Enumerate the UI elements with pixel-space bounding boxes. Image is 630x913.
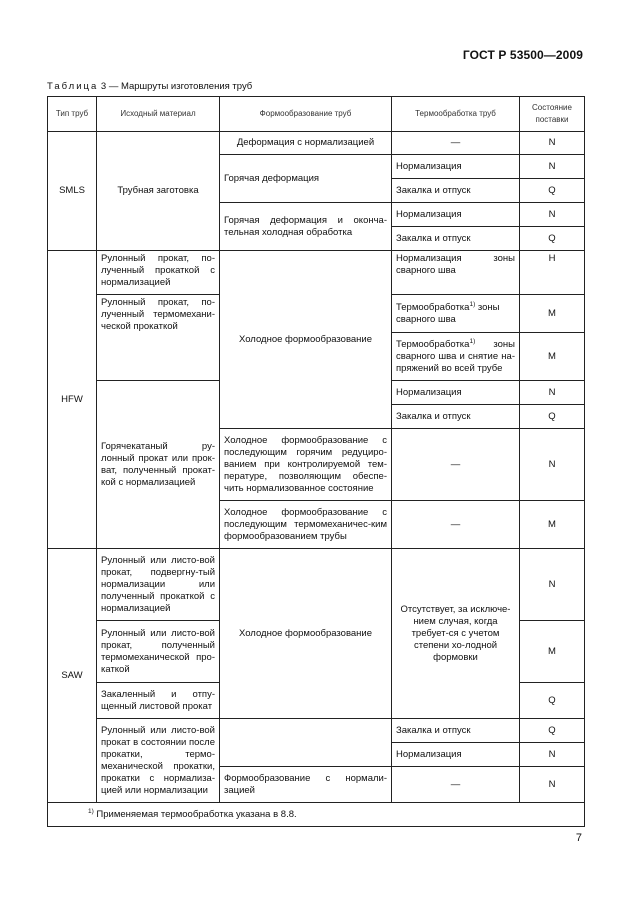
condition-cell: H [520, 251, 585, 295]
table-row [48, 132, 585, 155]
pipe-type-saw: SAW [48, 549, 97, 803]
condition-cell: N [520, 743, 585, 767]
col-pipe-type: Тип труб [48, 97, 97, 132]
col-heat-treatment: Термообработка труб [392, 97, 520, 132]
condition-cell: Q [520, 227, 585, 251]
page-number: 7 [575, 832, 582, 844]
material-cell: Горячекатаный ру-лонный прокат или прок-ват, полученный прокат-кой с нормализацией [97, 381, 220, 549]
condition-cell: Q [520, 179, 585, 203]
condition-cell: Q [520, 683, 585, 719]
forming-cell: Горячая деформация [220, 155, 392, 203]
pipe-type-smls: SMLS [48, 132, 97, 251]
heat-cell: Закалка и отпуск [392, 405, 520, 429]
footnote-text: Применяемая термообработка указана в 8.8. [93, 809, 297, 820]
condition-cell: Q [520, 719, 585, 743]
forming-cell: Формообразование с нормали-зацией [220, 767, 392, 803]
heat-cell: — [392, 429, 520, 501]
material-cell: Рулонный или листо-вой прокат в состоянии после прокатки, термо-механической прокатки, прокатки с нормализа-цией или нормализации [97, 719, 220, 803]
material-cell: Рулонный прокат, по-лученный термомехани-ческой прокаткой [97, 295, 220, 381]
condition-cell: N [520, 203, 585, 227]
heat-cell: Закалка и отпуск [392, 719, 520, 743]
condition-cell: N [520, 549, 585, 621]
heat-cell: Нормализация зоны сварного шва [392, 251, 520, 295]
condition-cell: N [520, 132, 585, 155]
material-cell: Трубная заготовка [97, 132, 220, 251]
heat-cell: Отсутствует, за исключе-нием случая, когда требует-ся с учетом степени хо-лодной формовки [392, 549, 520, 719]
standard-number: ГОСТ Р 53500—2009 [462, 48, 583, 62]
heat-cell: — [392, 767, 520, 803]
table-caption-text: 3 — Маршруты изготовления труб [100, 81, 253, 92]
table-caption [47, 81, 252, 92]
col-material: Исходный материал [97, 97, 220, 132]
footnote-row [48, 803, 585, 827]
col-forming: Формообразование труб [220, 97, 392, 132]
heat-text: зоны сварного шва [396, 301, 500, 325]
footnote-ref: 1) [469, 337, 476, 345]
heat-cell: Нормализация [392, 203, 520, 227]
condition-cell: M [520, 621, 585, 683]
heat-cell: Нормализация [392, 155, 520, 179]
forming-cell [220, 719, 392, 767]
heat-cell: Нормализация [392, 381, 520, 405]
condition-cell: N [520, 381, 585, 405]
condition-cell: M [520, 333, 585, 381]
pipe-type-hfw: HFW [48, 251, 97, 549]
footnote-ref: 1) [469, 300, 476, 308]
heat-cell: Нормализация [392, 743, 520, 767]
heat-text: Термообработка [396, 338, 470, 350]
condition-cell: N [520, 155, 585, 179]
forming-cell: Деформация с нормализацией [220, 132, 392, 155]
col-condition: Состояние поставки [520, 97, 585, 132]
material-cell: Рулонный или листо-вой прокат, полученный термомеханической про-каткой [97, 621, 220, 683]
heat-cell: Закалка и отпуск [392, 179, 520, 203]
forming-cell: Холодное формообразование с последующим термомеханичес-ким формообразованием трубы [220, 501, 392, 549]
table-caption-label: Таблица [47, 81, 99, 92]
condition-cell: N [520, 429, 585, 501]
heat-cell: — [392, 501, 520, 549]
material-cell: Закаленный и отпу-щенный листовой прокат [97, 683, 220, 719]
forming-cell: Горячая деформация и оконча-тельная холодная обработка [220, 203, 392, 251]
heat-text: Термообработка [396, 301, 470, 313]
heat-cell [392, 295, 520, 333]
forming-cell: Холодное формообразование с последующим горячим редуциро-ванием при контролируемой тем-пературе, позволяющим обеспе-чить нормализованное состояние [220, 429, 392, 501]
table-row [48, 719, 585, 743]
material-cell: Рулонный или листо-вой прокат, подвергну-тый нормализации или полученный прокаткой с нормализацией [97, 549, 220, 621]
footnote-mark: 1) [88, 808, 94, 815]
heat-cell: — [392, 132, 520, 155]
heat-text: зоны сварного шва и снятие на-пряжений во всей трубе [396, 338, 515, 374]
table-header-row [48, 97, 585, 132]
condition-cell: M [520, 295, 585, 333]
condition-cell: N [520, 767, 585, 803]
table-row [48, 251, 585, 295]
condition-cell: Q [520, 405, 585, 429]
table-row [48, 549, 585, 621]
forming-cell: Холодное формообразование [220, 549, 392, 719]
forming-cell: Холодное формообразование [220, 251, 392, 429]
heat-cell: Закалка и отпуск [392, 227, 520, 251]
footnote [48, 803, 585, 827]
material-cell: Рулонный прокат, по-лученный прокаткой с нормализацией [97, 251, 220, 295]
routes-table [47, 96, 585, 827]
condition-cell: M [520, 501, 585, 549]
heat-cell [392, 333, 520, 381]
